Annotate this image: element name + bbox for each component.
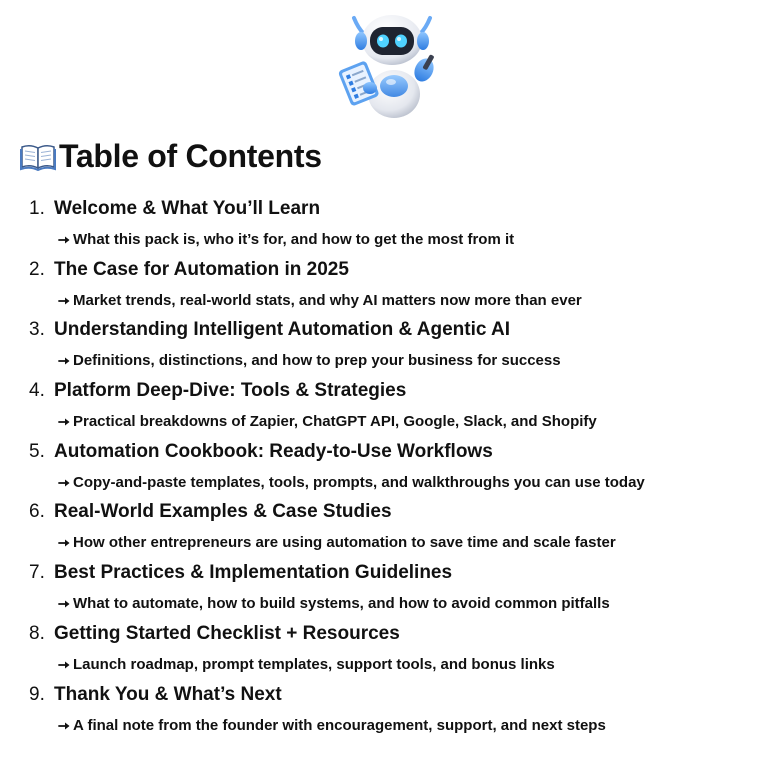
toc-item-description-text: How other entrepreneurs are using automation to save time and scale faster [73,534,616,552]
right-arrow-icon [58,599,71,609]
toc-item-description-text: Launch roadmap, prompt templates, support tools, and bonus links [73,655,555,673]
toc-item-title: Best Practices & Implementation Guidelines [54,562,453,584]
toc-item-description-text: What this pack is, who it’s for, and how to get the most from it [73,231,515,248]
toc-item-title: The Case for Automation in 2025 [54,258,349,280]
toc-item-title: Automation Cookbook: Ready-to-Use Workflows [54,440,493,462]
toc-item-title: Real-World Examples & Case Studies [54,501,392,523]
toc-item-title: Platform Deep-Dive: Tools & Strategies [54,380,407,402]
toc-item-number: 6. [29,501,45,523]
toc-item-description [58,292,582,310]
toc-item-description [58,656,555,674]
toc-item [24,437,764,498]
toc-item-number: 7. [29,562,45,584]
toc-item-title: Understanding Intelligent Automation & Agentic AI [54,319,510,341]
toc-item-number: 4. [29,380,45,402]
right-arrow-icon [58,478,71,488]
right-arrow-icon [58,235,71,245]
right-arrow-icon [58,296,71,306]
toc-item-description [58,413,597,431]
open-book-icon [20,141,56,171]
toc-item-description [58,534,616,552]
toc-item-number: 3. [29,319,45,341]
toc-item-description-text: Copy-and-paste templates, tools, prompts, and walkthroughs you can use today [73,473,645,491]
toc-item [24,376,764,437]
right-arrow-icon [58,356,71,366]
right-arrow-icon [58,417,71,427]
toc-item-title: Getting Started Checklist + Resources [54,622,400,644]
toc-item [24,315,764,376]
right-arrow-icon [58,538,71,548]
toc-item-description [58,231,514,249]
toc-item-description [58,474,645,492]
page-title: Table of Contents [59,138,322,174]
toc-item-number: 8. [29,622,45,644]
toc-item-description [58,717,606,735]
toc-item-number: 2. [29,258,45,280]
toc-item [24,497,764,558]
toc-item [24,680,764,741]
right-arrow-icon [58,660,71,670]
robot-assistant-icon [336,8,448,120]
toc-item [24,255,764,316]
toc-item-title: Welcome & What You’ll Learn [54,198,321,219]
toc-item-description-text: What to automate, how to build systems, and how to avoid common pitfalls [73,595,610,613]
toc-item-title: Thank You & What’s Next [54,683,282,705]
toc-item [24,558,764,619]
toc-item-number: 9. [29,683,45,705]
table-of-contents [24,194,764,740]
toc-item-number: 5. [29,440,45,462]
toc-item-description [58,352,561,370]
toc-item-description [58,595,610,613]
toc-item [24,619,764,680]
page-heading [20,134,322,178]
right-arrow-icon [58,721,71,731]
toc-item-number: 1. [29,198,45,219]
toc-item-description-text: Market trends, real-world stats, and why AI matters now more than ever [73,291,582,309]
toc-item [24,194,764,255]
toc-item-description-text: Practical breakdowns of Zapier, ChatGPT API, Google, Slack, and Shopify [73,413,597,431]
toc-item-description-text: A final note from the founder with encouragement, support, and next steps [73,716,606,734]
toc-item-description-text: Definitions, distinctions, and how to prep your business for success [73,352,561,370]
